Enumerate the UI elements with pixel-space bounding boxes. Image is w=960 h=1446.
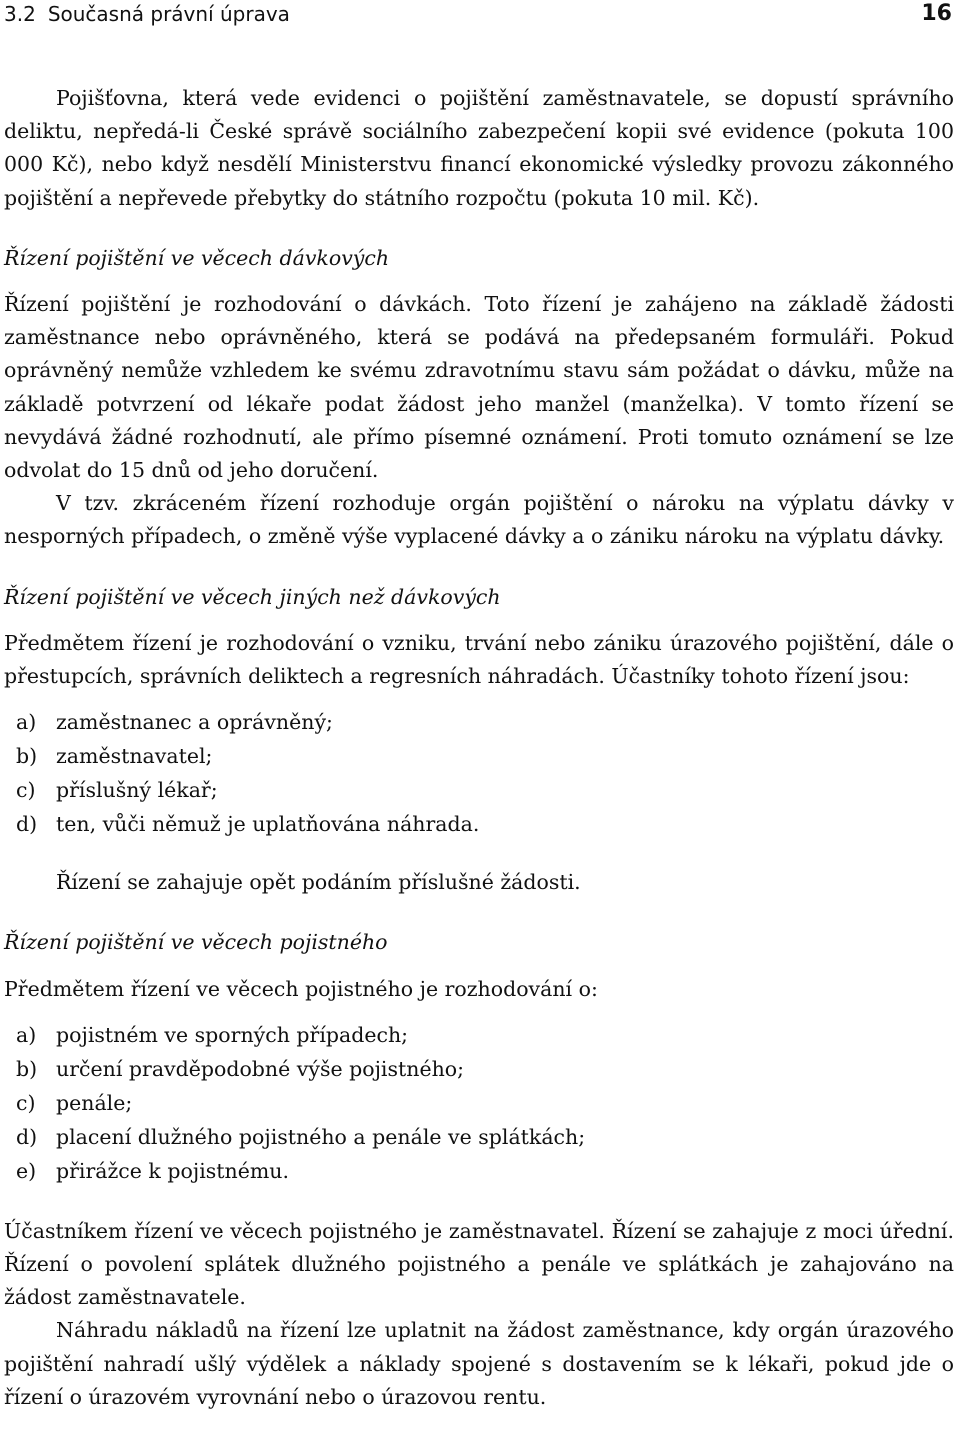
list-item bbox=[4, 1120, 954, 1154]
section-title: Současná právní úprava bbox=[47, 2, 290, 26]
benefits-paragraph: Řízení pojištění je rozhodování o dávkách. Toto řízení je zahájeno na základě žádosti zaměstnance nebo oprávněného, která se podává na předepsaném formuláři. Pokud oprávněný nemůže vzhledem ke svému zdravotnímu stavu sám požádat o dávku, může na základě potvrzení od lékaře podat žádost jeho manžel (manželka). V tomto řízení se nevydává žádné rozhodnutí, ale přímo písemné oznámení. Proti tomuto oznámení se lze odvolat do 15 dnů od jeho doručení. bbox=[4, 292, 954, 483]
section-heading-non-benefits: Řízení pojištění ve věcech jiných než dávkových bbox=[4, 584, 501, 609]
list-item-label: c) bbox=[16, 778, 36, 803]
list-item-text: pojistném ve sporných případech; bbox=[56, 1022, 409, 1047]
list-item-text: zaměstnavatel; bbox=[56, 744, 213, 769]
list-item bbox=[4, 1018, 954, 1052]
list-item-text: placení dlužného pojistného a penále ve splátkách; bbox=[56, 1124, 586, 1149]
list-item-label: b) bbox=[16, 1056, 38, 1081]
list-item-label: d) bbox=[16, 1124, 38, 1149]
intro-paragraph: Pojišťovna, která vede evidenci o pojištění zaměstnavatele, se dopustí správního deliktu, nepředá-li České správě sociálního zabezpečení kopii své evidence (pokuta 100 000 Kč), nebo když nesdělí Ministerstvu financí ekonomické výsledky provozu zákonného pojištění a nepřevede přebytky do státního rozpočtu (pokuta 10 mil. Kč). bbox=[4, 86, 954, 210]
running-header bbox=[4, 0, 954, 36]
header-section bbox=[4, 0, 302, 28]
list-item bbox=[4, 773, 954, 807]
list-item-text: určení pravděpodobné výše pojistného; bbox=[56, 1056, 465, 1081]
list-item-text: zaměstnanec a oprávněný; bbox=[56, 710, 333, 735]
list-item bbox=[4, 705, 954, 739]
list-item-label: b) bbox=[16, 744, 38, 769]
list-item-text: přirážce k pojistnému. bbox=[56, 1158, 289, 1183]
employer-participant-paragraph: Účastníkem řízení ve věcech pojistného je zaměstnavatel. Řízení se zahajuje z moci úřední. Řízení o povolení splátek dlužného pojistného a penále ve splátkách je zahajováno na žádost zaměstnavatele. bbox=[4, 1218, 954, 1310]
cost-reimbursement-paragraph: Náhradu nákladů na řízení lze uplatnit na žádost zaměstnance, kdy orgán úrazového pojištění nahradí ušlý výdělek a náklady spojené s dostavením se k lékaři, pokud jde o řízení o úrazovém vyrovnání nebo o úrazovou rentu. bbox=[4, 1318, 954, 1409]
list-item-label: a) bbox=[16, 1022, 37, 1047]
list-item-label: e) bbox=[16, 1158, 37, 1183]
section-heading-premiums: Řízení pojištění ve věcech pojistného bbox=[4, 930, 388, 955]
page-number: 16 bbox=[921, 1, 952, 26]
list-item-label: a) bbox=[16, 710, 37, 735]
list-item-text: příslušný lékař; bbox=[56, 778, 218, 803]
shortened-procedure-paragraph: V tzv. zkráceném řízení rozhoduje orgán pojištění o nároku na výplatu dávky v nesporných případech, o změně výše vyplacené dávky a o zániku nároku na výplatu dávky. bbox=[4, 491, 954, 549]
participants-list bbox=[4, 705, 954, 841]
initiation-paragraph: Řízení se zahajuje opět podáním příslušné žádosti. bbox=[56, 870, 581, 895]
list-item-label: d) bbox=[16, 812, 38, 837]
section-heading-benefits: Řízení pojištění ve věcech dávkových bbox=[4, 245, 390, 270]
section-number: 3.2 bbox=[4, 2, 36, 26]
list-item bbox=[4, 807, 954, 841]
list-item bbox=[4, 1154, 954, 1188]
list-item bbox=[4, 1086, 954, 1120]
non-benefits-paragraph: Předmětem řízení je rozhodování o vzniku, trvání nebo zániku úrazového pojištění, dále o přestupcích, správních deliktech a regresních náhradách. Účastníky tohoto řízení jsou: bbox=[4, 630, 954, 689]
list-item-text: penále; bbox=[56, 1090, 133, 1115]
premiums-paragraph: Předmětem řízení ve věcech pojistného je rozhodování o: bbox=[4, 976, 598, 1001]
list-item bbox=[4, 1052, 954, 1086]
premiums-list bbox=[4, 1018, 954, 1188]
list-item-label: c) bbox=[16, 1090, 36, 1115]
list-item-text: ten, vůči němuž je uplatňována náhrada. bbox=[56, 812, 480, 837]
list-item bbox=[4, 739, 954, 773]
